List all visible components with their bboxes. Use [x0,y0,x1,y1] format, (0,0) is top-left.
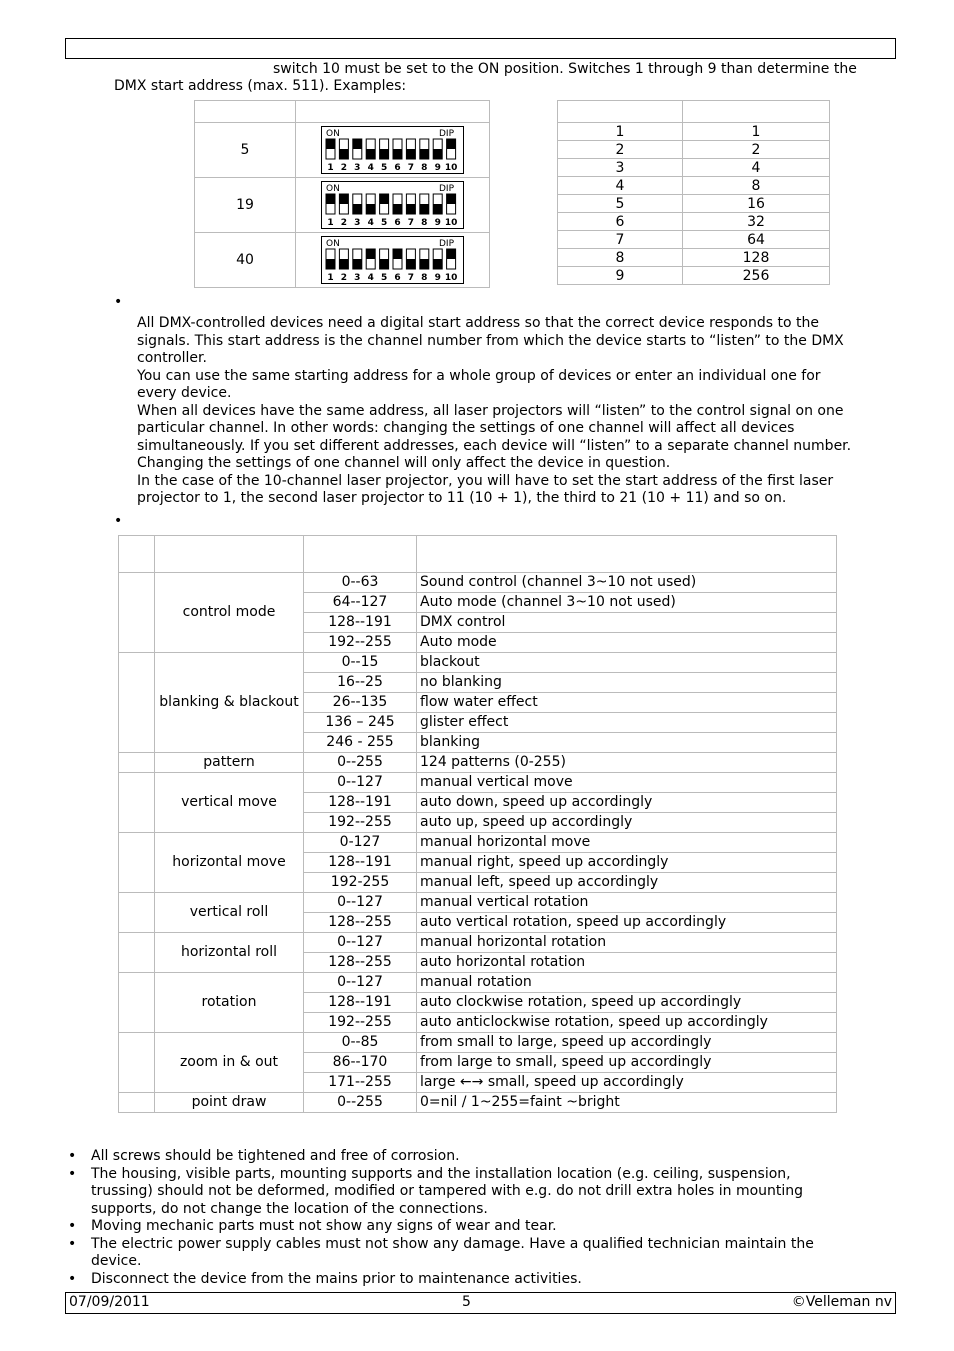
paragraph-line: In the case of the 10-channel laser projector, you will have to set the start address of the first laser [137,472,834,489]
range-description: glister effect [417,713,837,733]
maintenance-line: The electric power supply cables must not show any damage. Have a qualified technician maintain the [91,1235,814,1252]
range-description: no blanking [417,673,837,693]
channel-number-cell [119,573,155,653]
dip-lever-off [420,149,429,159]
bullet-dot: • [68,1218,77,1234]
dip-number: 10 [444,218,458,228]
dip-address: 40 [195,233,296,288]
paragraph-line: When all devices have the same address, all laser projectors will “listen” to the control signal on one [137,402,844,419]
dmx-value-range: 0--255 [304,1093,417,1113]
maintenance-item [65,1236,814,1271]
dip-lever-off [380,149,389,159]
maintenance-line: supports, do not change the location of the connections. [91,1200,488,1217]
footer-page-number: 5 [462,1294,471,1310]
dmx-value-range: 0--85 [304,1033,417,1053]
page-footer [65,1292,896,1314]
dip-on-label: ON [326,239,340,249]
dip-lever-off [366,149,375,159]
dip-label: DIP [439,239,455,249]
switch-value: 128 [683,249,830,267]
switch-number: 4 [558,177,683,195]
dmx-value-range: 128--191 [304,993,417,1013]
switch-value-row [558,231,830,249]
dmx-value-range: 136 – 245 [304,713,417,733]
switch-value-row [558,249,830,267]
dip-switch-icon [321,126,464,174]
switch-value: 8 [683,177,830,195]
dip-number: 6 [394,218,401,228]
maintenance-line: device. [91,1253,142,1269]
range-description: manual right, speed up accordingly [417,853,837,873]
channel-function: point draw [155,1093,304,1113]
maintenance-line: All screws should be tightened and free of corrosion. [91,1148,460,1164]
dip-lever-on [353,139,362,149]
dip-number: 5 [380,163,388,173]
dip-lever-on [447,139,456,149]
dip-number: 8 [421,163,428,173]
channel-function: pattern [155,753,304,773]
dip-switch-graphic [321,236,464,284]
dip-lever-off [406,149,415,159]
dmx-value-range: 128--255 [304,953,417,973]
dip-number: 2 [340,163,348,173]
dmx-value-range: 192--255 [304,633,417,653]
dip-number: 6 [394,163,401,173]
dip-number: 8 [421,218,428,228]
maintenance-line: trussing) should not be deformed, modified or tampered with e.g. do not drill extra holes in mounting [91,1183,804,1199]
dmx-value-range: 128--255 [304,913,417,933]
dip-lever-off [353,204,362,214]
dip-lever-off [420,204,429,214]
channel-row [119,653,837,673]
channel-row [119,833,837,853]
dmx-value-range: 171--255 [304,1073,417,1093]
switch-value: 4 [683,159,830,177]
dip-number: 6 [394,273,401,283]
channel-function: control mode [155,573,304,653]
dip-number: 10 [444,273,458,283]
dip-number: 1 [327,163,334,173]
dip-switch-icon [321,181,464,229]
dip-number: 10 [444,163,458,173]
channel-row [119,893,837,913]
channel-row [119,1033,837,1053]
channel-number-cell [119,773,155,833]
dip-lever-off [433,204,442,214]
range-description: Sound control (channel 3~10 not used) [417,573,837,593]
switch-number: 9 [558,267,683,285]
channel-row [119,973,837,993]
maintenance-item [65,1166,814,1219]
paragraph-line: You can use the same starting address for a whole group of devices or enter an individual one for [137,367,821,384]
range-description: large ←→ small, speed up accordingly [417,1073,837,1093]
dip-on-label: ON [326,129,340,139]
dip-number: 5 [380,273,388,283]
dmx-value-range: 16--25 [304,673,417,693]
dmx-value-range: 0--63 [304,573,417,593]
dip-lever-off [339,259,348,269]
dip-number: 8 [421,273,428,283]
footer-brand: ©Velleman nv [791,1294,892,1310]
dip-lever-on [326,139,335,149]
dip-lever-off [406,259,415,269]
channel-row [119,753,837,773]
dmx-address-paragraph [137,315,851,508]
dmx-value-range: 128--191 [304,793,417,813]
channel-number-cell [119,1033,155,1093]
range-description: flow water effect [417,693,837,713]
dip-number: 9 [434,218,441,228]
dip-number: 5 [380,218,388,228]
dip-switch-graphic [321,181,464,229]
intro-line-2: DMX start address (max. 511). Examples: [114,78,407,94]
range-description: manual vertical rotation [417,893,837,913]
switch-value-row [558,195,830,213]
channel-function: blanking & blackout [155,653,304,753]
dip-lever-off [433,259,442,269]
switch-value: 2 [683,141,830,159]
channel-number-cell [119,973,155,1033]
dip-switch-icon [321,236,464,284]
range-description: 124 patterns (0-255) [417,753,837,773]
switch-value-row [558,213,830,231]
bullet-dot: • [114,294,123,310]
dip-lever-on [326,194,335,204]
switch-number: 5 [558,195,683,213]
paragraph-line: simultaneously. If you set different addresses, each device will “listen” to a separate channel number. [137,437,852,454]
dip-address: 19 [195,178,296,233]
channel-number-cell [119,653,155,753]
dmx-value-range: 64--127 [304,593,417,613]
dip-number: 2 [340,218,348,228]
range-description: DMX control [417,613,837,633]
dip-lever-on [380,194,389,204]
dip-number: 7 [407,163,415,173]
paragraph-line: controller. [137,350,207,366]
bullet-dot: • [68,1235,77,1252]
range-description: Auto mode [417,633,837,653]
dip-number: 4 [367,163,374,173]
dmx-value-range: 0--127 [304,773,417,793]
channel-function: horizontal move [155,833,304,893]
channel-number-cell [119,893,155,933]
dip-number: 9 [434,273,441,283]
channel-number-cell [119,933,155,973]
dip-lever-off [420,259,429,269]
dip-lever-off [406,204,415,214]
dmx-value-range: 86--170 [304,1053,417,1073]
dmx-value-range: 0--255 [304,753,417,773]
switch-number: 7 [558,231,683,249]
dip-lever-off [433,149,442,159]
switch-value: 16 [683,195,830,213]
range-description: manual left, speed up accordingly [417,873,837,893]
bullet-dot: • [68,1148,77,1164]
switch-values-table [557,100,830,285]
range-description: manual rotation [417,973,837,993]
dip-examples-table [194,100,490,288]
dip-number: 7 [407,218,415,228]
dip-number: 3 [354,273,361,283]
dmx-value-range: 0--127 [304,893,417,913]
dip-label: DIP [439,184,455,194]
paragraph-line: All DMX-controlled devices need a digital start address so that the correct device responds to the [137,315,819,331]
switch-number: 2 [558,141,683,159]
dip-lever-on [447,194,456,204]
range-description: auto vertical rotation, speed up accordingly [417,913,837,933]
dip-number: 3 [354,163,361,173]
channel-row [119,933,837,953]
dip-number: 7 [407,273,415,283]
dip-address: 5 [195,123,296,178]
switch-value-row [558,267,830,285]
dip-lever-off [380,259,389,269]
channel-function: vertical roll [155,893,304,933]
switch-value-row [558,177,830,195]
dip-number: 2 [340,273,348,283]
switch-value-row [558,123,830,141]
dip-number: 1 [327,273,334,283]
channel-number-cell [119,753,155,773]
dip-number: 4 [367,218,374,228]
channel-function: zoom in & out [155,1033,304,1093]
switch-value: 64 [683,231,830,249]
dip-lever-off [353,259,362,269]
dip-lever-off [326,259,335,269]
channel-row [119,773,837,793]
range-description: auto horizontal rotation [417,953,837,973]
dmx-value-range: 192--255 [304,1013,417,1033]
paragraph-line: every device. [137,385,232,401]
bullet-dot: • [114,513,123,529]
switch-value-row [558,159,830,177]
paragraph-line: signals. This start address is the channel number from which the device starts to “listen” to the DMX [137,332,844,349]
switch-number: 1 [558,123,683,141]
maintenance-line: Disconnect the device from the mains prior to maintenance activities. [91,1270,582,1287]
dmx-channel-table [118,535,837,1113]
range-description: manual horizontal move [417,833,837,853]
range-description: auto anticlockwise rotation, speed up accordingly [417,1013,837,1033]
range-description: auto clockwise rotation, speed up accordingly [417,993,837,1013]
dip-lever-on [447,249,456,259]
dip-lever-on [366,249,375,259]
dip-number: 4 [367,273,374,283]
dip-switch-graphic [321,126,464,174]
switch-number: 3 [558,159,683,177]
switch-value: 256 [683,267,830,285]
switch-value-row [558,141,830,159]
dmx-value-range: 0-127 [304,833,417,853]
dmx-value-range: 192-255 [304,873,417,893]
dip-lever-off [339,149,348,159]
dmx-value-range: 192--255 [304,813,417,833]
switch-number: 6 [558,213,683,231]
dmx-value-range: 246 - 255 [304,733,417,753]
maintenance-item [65,1271,814,1289]
dmx-value-range: 128--191 [304,853,417,873]
dip-lever-off [393,149,402,159]
dmx-value-range: 0--127 [304,933,417,953]
channel-number-cell [119,833,155,893]
dip-lever-off [393,204,402,214]
range-description: blanking [417,733,837,753]
range-description: from small to large, speed up accordingly [417,1033,837,1053]
range-description: blackout [417,653,837,673]
dmx-value-range: 128--191 [304,613,417,633]
maintenance-item [65,1148,814,1166]
switch-value: 32 [683,213,830,231]
dmx-value-range: 26--135 [304,693,417,713]
dmx-value-range: 0--127 [304,973,417,993]
maintenance-item [65,1218,814,1236]
page-header-box [65,38,896,59]
maintenance-list [65,1148,814,1288]
range-description: from large to small, speed up accordingly [417,1053,837,1073]
dip-lever-on [339,194,348,204]
range-description: manual horizontal rotation [417,933,837,953]
range-description: 0=nil / 1~255=faint ~bright [417,1093,837,1113]
channel-row [119,573,837,593]
channel-row [119,1093,837,1113]
switch-value: 1 [683,123,830,141]
dip-on-label: ON [326,184,340,194]
bullet-dot: • [68,1270,77,1287]
dmx-value-range: 0--15 [304,653,417,673]
range-description: Auto mode (channel 3~10 not used) [417,593,837,613]
paragraph-line: Changing the settings of one channel will only affect the device in question. [137,455,671,471]
channel-function: horizontal roll [155,933,304,973]
range-description: auto up, speed up accordingly [417,813,837,833]
channel-function: rotation [155,973,304,1033]
dip-lever-on [393,249,402,259]
paragraph-line: projector to 1, the second laser projector to 11 (10 + 1), the third to 21 (10 + 11) and so on. [137,490,787,506]
switch-number: 8 [558,249,683,267]
maintenance-line: Moving mechanic parts must not show any signs of wear and tear. [91,1218,557,1234]
intro-line-1: switch 10 must be set to the ON position. Switches 1 through 9 than determine the [273,61,857,77]
footer-date: 07/09/2011 [69,1294,150,1310]
dip-number: 1 [327,218,334,228]
dip-number: 3 [354,218,361,228]
bullet-dot: • [68,1165,77,1182]
dip-label: DIP [439,129,455,139]
dip-lever-off [366,204,375,214]
maintenance-line: The housing, visible parts, mounting supports and the installation location (e.g. ceiling, suspension, [91,1165,791,1182]
paragraph-line: particular channel. In other words: changing the settings of one channel will affect all devices [137,420,795,436]
range-description: manual vertical move [417,773,837,793]
channel-number-cell [119,1093,155,1113]
channel-function: vertical move [155,773,304,833]
dip-number: 9 [434,163,441,173]
range-description: auto down, speed up accordingly [417,793,837,813]
